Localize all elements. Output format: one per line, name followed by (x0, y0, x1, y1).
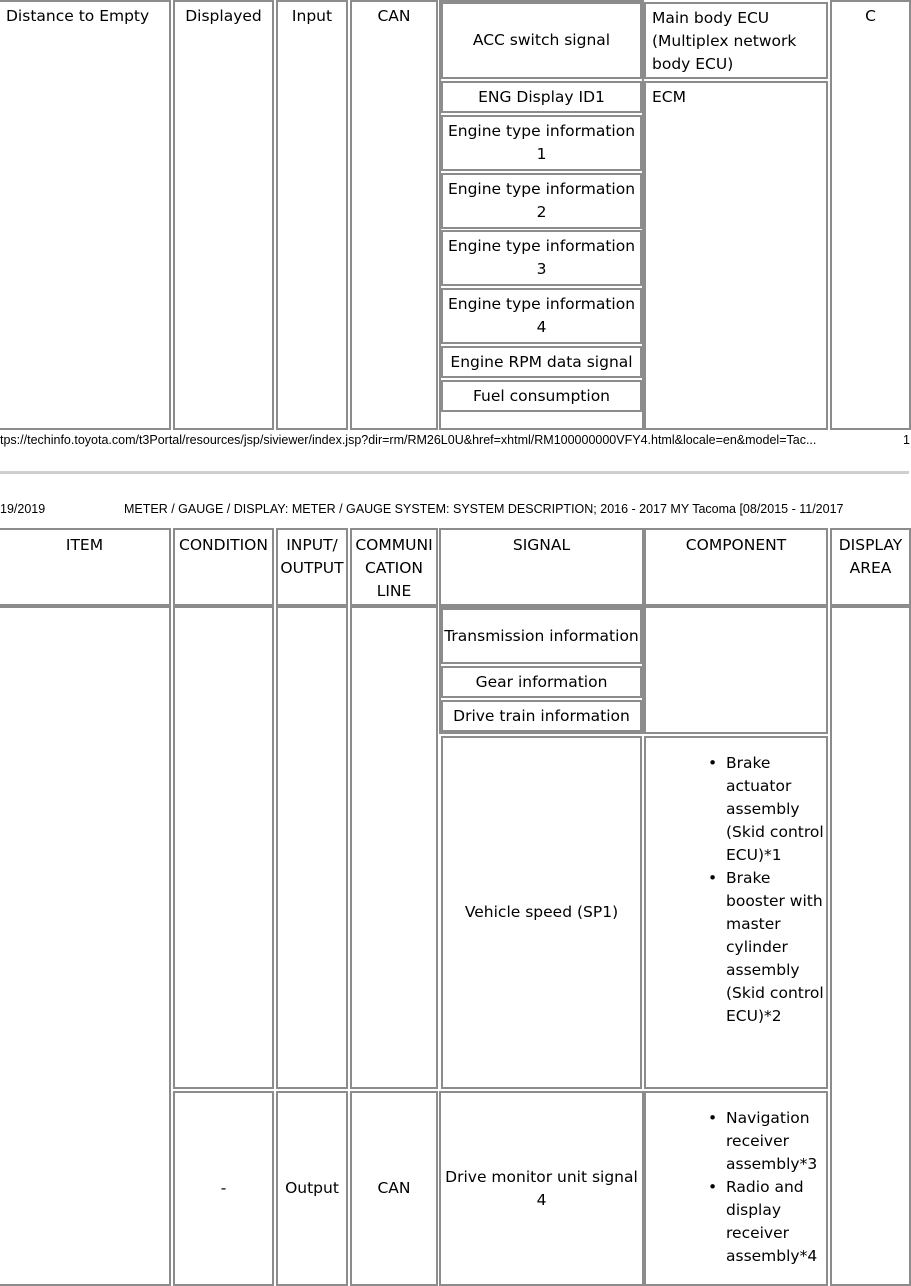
component-ecm-continued (644, 606, 828, 734)
signal-gear-information: Gear information (441, 666, 642, 698)
condition-cell-continued (173, 606, 274, 1089)
item-text: Distance to Empty (6, 7, 150, 25)
component-radio-display-receiver: • Radio and display receiver assembly*4 (718, 1176, 824, 1268)
line-text: CAN (377, 7, 411, 25)
output-line-cell: CAN (350, 1091, 438, 1286)
column-header-component: COMPONENT (644, 528, 828, 606)
condition-cell (173, 0, 274, 430)
io-cell (276, 0, 348, 430)
column-header-condition: CONDITION (173, 528, 274, 606)
item-cell (0, 0, 171, 430)
signal-eng-display-id1: ENG Display ID1 (441, 81, 642, 113)
component-vehicle-speed-sources (644, 736, 828, 1089)
signal-drive-train-information: Drive train information (441, 700, 642, 732)
output-io-cell: Output (276, 1091, 348, 1286)
signal-engine-type-4: Engine type information 4 (441, 288, 642, 344)
column-header-signal: SIGNAL (439, 528, 644, 606)
component-main-body-ecu: Main body ECU (Multiplex network body ECU) (644, 2, 828, 79)
line-cell-continued (350, 606, 438, 1089)
signal-engine-type-2: Engine type information 2 (441, 173, 642, 229)
signal-vehicle-speed: Vehicle speed (SP1) (441, 736, 642, 1089)
signal-engine-rpm: Engine RPM data signal (441, 346, 642, 378)
output-component-cell (644, 1091, 828, 1286)
column-header-line: COMMUNI CATION LINE (350, 528, 438, 606)
column-header-io: INPUT/ OUTPUT (276, 528, 348, 606)
signal-transmission-information: Transmission information (441, 608, 642, 664)
signal-fuel-consumption: Fuel consumption (441, 380, 642, 412)
signal-acc-switch: ACC switch signal (441, 2, 642, 79)
component-brake-actuator: • Brake actuator assembly (Skid control ECU)*1 (718, 752, 824, 867)
output-condition-cell: - (173, 1091, 274, 1286)
footer-page-number: 1 (903, 433, 910, 447)
line-cell (350, 0, 438, 430)
signal-engine-type-1: Engine type information 1 (441, 115, 642, 171)
io-text: Input (291, 7, 333, 25)
condition-text: Displayed (185, 7, 262, 25)
signal-engine-type-3: Engine type information 3 (441, 230, 642, 286)
component-brake-booster: • Brake booster with master cylinder assembly (Skid control ECU)*2 (718, 867, 824, 1028)
column-header-display-area: DISPLAY AREA (830, 528, 911, 606)
display-area-cell-continued (830, 606, 911, 1286)
io-cell-continued (276, 606, 348, 1089)
component-navigation-receiver: • Navigation receiver assembly*3 (718, 1107, 824, 1176)
component-ecm: ECM (644, 81, 828, 430)
header-title: METER / GAUGE / DISPLAY: METER / GAUGE SYSTEM: SYSTEM DESCRIPTION; 2016 - 2017 MY Tacoma [08/2015 - 11/2017 (124, 502, 844, 516)
footer-url: tps://techinfo.toyota.com/t3Portal/resources/jsp/siviewer/index.jsp?dir=rm/RM26L0U&href=xhtml/RM100000000VFY4.html&locale=en&model=Tac... (0, 433, 817, 447)
header-date: 19/2019 (0, 502, 46, 516)
item-cell-continued (0, 606, 171, 1286)
display-area-cell: C (830, 0, 911, 430)
page-separator (0, 471, 909, 474)
output-signal-cell: Drive monitor unit signal 4 (439, 1091, 644, 1286)
column-header-item: ITEM (0, 528, 171, 606)
